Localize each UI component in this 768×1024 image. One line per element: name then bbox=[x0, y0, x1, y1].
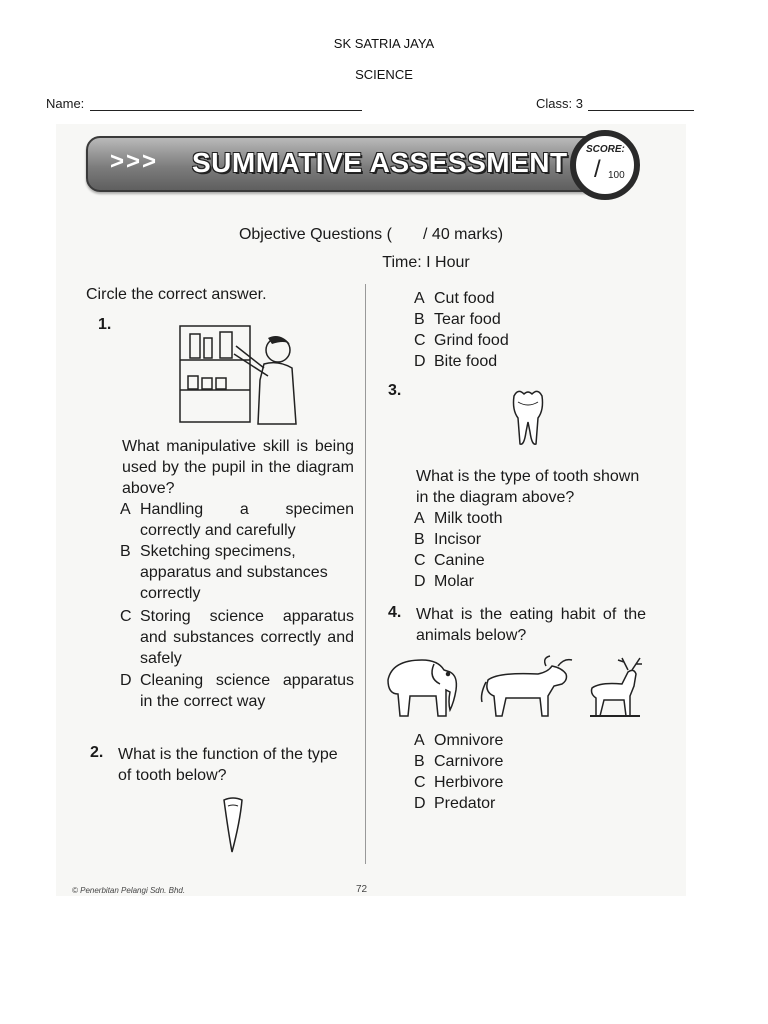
objective-marks: / 40 marks) bbox=[423, 226, 504, 243]
copyright-notice: © Penerbitan Pelangi Sdn. Bhd. bbox=[72, 886, 186, 895]
option-text: Molar bbox=[434, 573, 475, 590]
option-key: D bbox=[414, 573, 426, 590]
worksheet-page bbox=[56, 124, 686, 896]
option-key: C bbox=[120, 608, 132, 625]
column-divider bbox=[365, 284, 366, 864]
option-text: Milk tooth bbox=[434, 510, 503, 527]
question-2-option-a[interactable] bbox=[414, 288, 614, 309]
option-key: D bbox=[120, 672, 132, 689]
question-3-option-b[interactable] bbox=[414, 529, 614, 550]
class-label: Class: 3 bbox=[536, 96, 583, 111]
option-key: B bbox=[414, 753, 425, 770]
question-3-text: What is the type of tooth shown in the diagram above? bbox=[416, 468, 640, 506]
objective-questions-title bbox=[56, 226, 686, 244]
page-number: 72 bbox=[356, 884, 368, 895]
question-2-option-b[interactable] bbox=[414, 309, 614, 330]
question-3-number: 3. bbox=[388, 382, 402, 399]
assessment-banner bbox=[86, 136, 630, 192]
question-1-option-a[interactable] bbox=[120, 499, 354, 541]
question-4-option-d[interactable] bbox=[414, 793, 614, 814]
buffalo-icon bbox=[482, 656, 573, 716]
option-key: A bbox=[414, 732, 425, 749]
deer-icon bbox=[590, 658, 642, 716]
option-key: B bbox=[414, 311, 425, 328]
question-3-option-c[interactable] bbox=[414, 550, 614, 571]
option-key: A bbox=[414, 510, 425, 527]
option-text: Cut food bbox=[434, 290, 495, 307]
score-slash: / bbox=[594, 156, 601, 183]
school-name: SK SATRIA JAYA bbox=[333, 36, 435, 51]
molar-tooth-illustration bbox=[510, 388, 546, 448]
option-text: Handling a specimen correctly and carefully bbox=[140, 501, 354, 539]
option-text: Predator bbox=[434, 795, 496, 812]
option-text: Herbivore bbox=[434, 774, 504, 791]
question-2-number: 2. bbox=[90, 744, 104, 761]
option-text: Storing science apparatus and substances correctly and safely bbox=[140, 608, 354, 667]
subject-title: SCIENCE bbox=[355, 67, 413, 82]
question-1-option-d[interactable] bbox=[120, 670, 354, 733]
question-1-option-b[interactable] bbox=[120, 541, 354, 604]
question-4-option-b[interactable] bbox=[414, 751, 614, 772]
name-field-line[interactable] bbox=[90, 110, 362, 111]
score-badge bbox=[570, 130, 640, 200]
incisor-tooth-illustration bbox=[222, 796, 244, 854]
option-text: Bite food bbox=[434, 353, 498, 370]
class-field-line[interactable] bbox=[588, 110, 694, 111]
option-key: B bbox=[120, 543, 131, 560]
option-key: B bbox=[414, 531, 425, 548]
option-key: D bbox=[414, 795, 426, 812]
name-class-row bbox=[46, 96, 696, 114]
question-4-text: What is the eating habit of the animals below? bbox=[416, 606, 646, 644]
question-2-option-d[interactable] bbox=[414, 351, 614, 372]
option-text: Incisor bbox=[434, 531, 482, 548]
question-2-option-c[interactable] bbox=[414, 330, 614, 351]
question-1-option-c[interactable] bbox=[120, 606, 354, 669]
option-text: Grind food bbox=[434, 332, 509, 349]
option-key: D bbox=[414, 353, 426, 370]
instruction-text: Circle the correct answer. bbox=[86, 286, 267, 303]
option-key: C bbox=[414, 774, 426, 791]
option-text: Sketching specimens, apparatus and substances correctly bbox=[140, 543, 328, 602]
option-key: A bbox=[414, 290, 425, 307]
option-text: Carnivore bbox=[434, 753, 504, 770]
question-1-number: 1. bbox=[98, 316, 112, 333]
animals-illustration bbox=[378, 650, 646, 726]
name-label: Name: bbox=[46, 96, 85, 111]
option-text: Cleaning science apparatus in the correct way bbox=[140, 672, 354, 710]
objective-label: Objective Questions ( bbox=[238, 226, 392, 243]
question-3-option-a[interactable] bbox=[414, 508, 614, 529]
option-text: Canine bbox=[434, 552, 485, 569]
option-text: Tear food bbox=[434, 311, 501, 328]
banner-title: SUMMATIVE ASSESSMENT bbox=[192, 147, 568, 178]
option-text: Omnivore bbox=[434, 732, 504, 749]
time-allowed: Time: I Hour bbox=[382, 254, 470, 271]
score-total: 100 bbox=[608, 170, 625, 181]
question-4-option-a[interactable] bbox=[414, 730, 614, 751]
banner-arrows: >>> bbox=[110, 148, 159, 175]
score-label: SCORE: bbox=[586, 144, 625, 155]
question-3-option-d[interactable] bbox=[414, 571, 614, 592]
elephant-icon bbox=[388, 660, 456, 716]
option-key: A bbox=[120, 501, 131, 518]
question-2-text: What is the function of the type of tooth below? bbox=[118, 746, 338, 784]
question-4-number: 4. bbox=[388, 604, 402, 621]
question-1-text: What manipulative skill is being used by the pupil in the diagram above? bbox=[122, 438, 354, 497]
question-4-option-c[interactable] bbox=[414, 772, 614, 793]
option-key: C bbox=[414, 332, 426, 349]
option-key: C bbox=[414, 552, 426, 569]
pupil-storing-apparatus-illustration bbox=[176, 320, 304, 426]
